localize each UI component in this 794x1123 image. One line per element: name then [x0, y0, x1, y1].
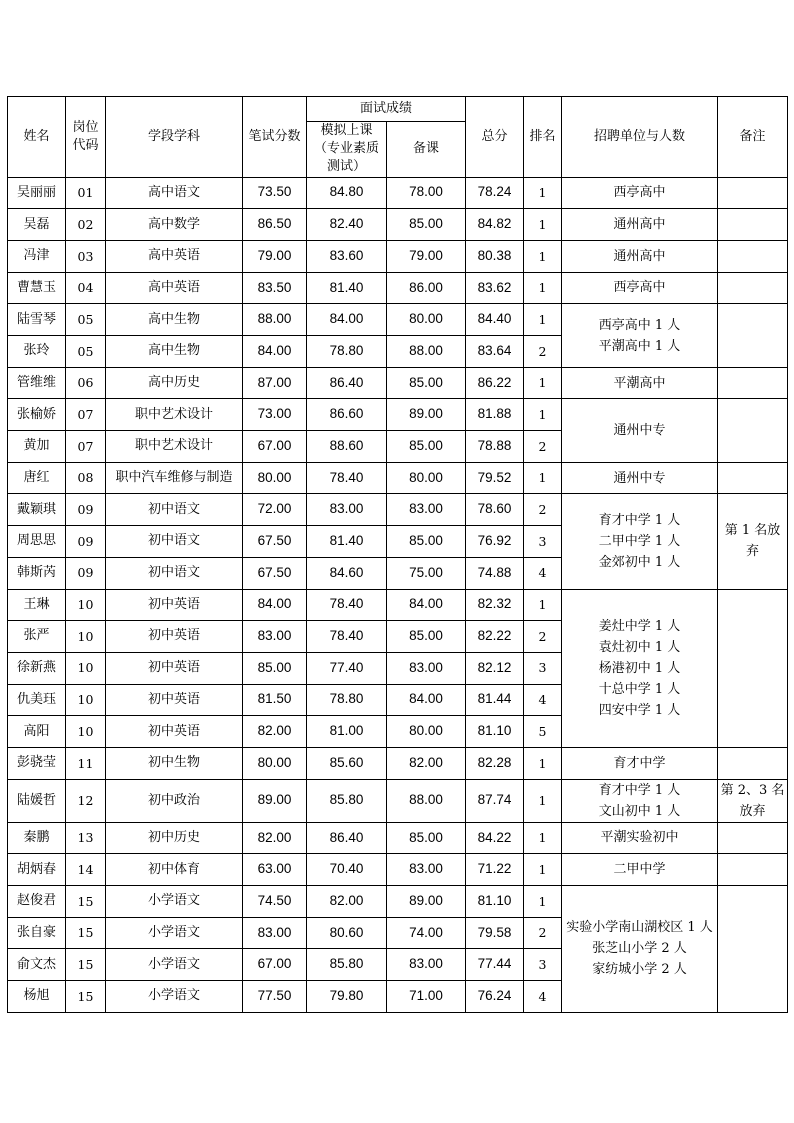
header-rank: 排名 [524, 97, 562, 178]
cell-subject: 高中历史 [106, 367, 243, 399]
cell-rank: 2 [524, 431, 562, 463]
header-recruiting-unit: 招聘单位与人数 [562, 97, 718, 178]
cell-written-score: 77.50 [243, 981, 307, 1013]
cell-recruiting-unit-line: 平潮实验初中 [600, 830, 679, 846]
cell-subject: 高中生物 [106, 336, 243, 368]
cell-total: 80.38 [466, 240, 524, 272]
cell-rank: 5 [524, 716, 562, 748]
cell-rank: 1 [524, 209, 562, 241]
cell-lesson-prep: 85.00 [387, 822, 466, 854]
cell-lesson-prep: 83.00 [387, 494, 466, 526]
table-row [8, 209, 788, 241]
cell-name: 唐红 [8, 462, 66, 494]
cell-lesson-prep: 78.00 [387, 177, 466, 209]
cell-rank: 3 [524, 949, 562, 981]
cell-written-score: 82.00 [243, 822, 307, 854]
cell-recruiting-unit [562, 304, 718, 367]
cell-position-code: 10 [66, 652, 106, 684]
table-row [8, 240, 788, 272]
cell-written-score: 83.00 [243, 917, 307, 949]
cell-written-score: 73.50 [243, 177, 307, 209]
table-row [8, 779, 788, 822]
cell-mock-lesson: 85.80 [307, 779, 387, 822]
header-total: 总分 [466, 97, 524, 178]
header-lesson-prep: 备课 [387, 122, 466, 178]
cell-recruiting-unit-line: 实验小学南山湖校区 1 人 [566, 920, 713, 936]
cell-written-score: 67.50 [243, 526, 307, 558]
cell-total: 81.10 [466, 716, 524, 748]
cell-subject: 初中体育 [106, 854, 243, 886]
cell-total: 81.10 [466, 886, 524, 918]
cell-rank: 1 [524, 399, 562, 431]
cell-rank: 1 [524, 240, 562, 272]
cell-subject: 初中语文 [106, 526, 243, 558]
cell-position-code: 05 [66, 336, 106, 368]
cell-recruiting-unit [562, 209, 718, 241]
cell-subject: 小学语文 [106, 886, 243, 918]
cell-recruiting-unit [562, 779, 718, 822]
cell-position-code: 10 [66, 684, 106, 716]
cell-mock-lesson: 81.40 [307, 272, 387, 304]
cell-name: 杨旭 [8, 981, 66, 1013]
cell-total: 77.44 [466, 949, 524, 981]
cell-note [718, 177, 788, 209]
cell-position-code: 06 [66, 367, 106, 399]
cell-total: 82.32 [466, 589, 524, 621]
cell-note [718, 462, 788, 494]
cell-written-score: 85.00 [243, 652, 307, 684]
cell-subject: 高中生物 [106, 304, 243, 336]
table-body [8, 177, 788, 1012]
cell-mock-lesson: 70.40 [307, 854, 387, 886]
cell-rank: 1 [524, 854, 562, 886]
cell-total: 82.28 [466, 747, 524, 779]
cell-note [718, 304, 788, 367]
cell-total: 83.62 [466, 272, 524, 304]
cell-name: 张自豪 [8, 917, 66, 949]
cell-lesson-prep: 85.00 [387, 621, 466, 653]
cell-position-code: 15 [66, 917, 106, 949]
cell-position-code: 15 [66, 949, 106, 981]
cell-position-code: 03 [66, 240, 106, 272]
cell-subject: 初中语文 [106, 557, 243, 589]
cell-mock-lesson: 78.40 [307, 589, 387, 621]
cell-written-score: 88.00 [243, 304, 307, 336]
cell-recruiting-unit [562, 240, 718, 272]
cell-rank: 2 [524, 917, 562, 949]
table-row [8, 272, 788, 304]
cell-recruiting-unit-line: 通州中专 [613, 423, 666, 439]
cell-rank: 2 [524, 336, 562, 368]
table-row [8, 886, 788, 918]
cell-lesson-prep: 89.00 [387, 399, 466, 431]
cell-rank: 3 [524, 526, 562, 558]
cell-name: 管维维 [8, 367, 66, 399]
cell-mock-lesson: 78.80 [307, 336, 387, 368]
cell-total: 78.24 [466, 177, 524, 209]
cell-written-score: 87.00 [243, 367, 307, 399]
cell-subject: 初中英语 [106, 684, 243, 716]
cell-recruiting-unit [562, 747, 718, 779]
cell-position-code: 02 [66, 209, 106, 241]
cell-recruiting-unit-line: 平潮高中 [613, 375, 666, 391]
cell-written-score: 83.00 [243, 621, 307, 653]
cell-mock-lesson: 82.40 [307, 209, 387, 241]
cell-total: 71.22 [466, 854, 524, 886]
cell-mock-lesson: 84.00 [307, 304, 387, 336]
cell-recruiting-unit [562, 367, 718, 399]
cell-total: 87.74 [466, 779, 524, 822]
cell-mock-lesson: 82.00 [307, 886, 387, 918]
cell-subject: 初中英语 [106, 716, 243, 748]
cell-recruiting-unit-line: 杨港初中 1 人 [598, 660, 681, 676]
cell-rank: 1 [524, 822, 562, 854]
cell-subject: 高中英语 [106, 272, 243, 304]
cell-note-line: 第 1 名放弃 [724, 523, 781, 560]
cell-lesson-prep: 80.00 [387, 304, 466, 336]
cell-name: 仇美珏 [8, 684, 66, 716]
cell-recruiting-unit [562, 494, 718, 589]
header-written-score: 笔试分数 [243, 97, 307, 178]
cell-subject: 职中艺术设计 [106, 399, 243, 431]
cell-name: 曹慧玉 [8, 272, 66, 304]
cell-position-code: 10 [66, 716, 106, 748]
cell-subject: 高中英语 [106, 240, 243, 272]
cell-mock-lesson: 85.80 [307, 949, 387, 981]
cell-rank: 1 [524, 589, 562, 621]
cell-total: 76.92 [466, 526, 524, 558]
cell-written-score: 86.50 [243, 209, 307, 241]
cell-name: 黄加 [8, 431, 66, 463]
cell-position-code: 09 [66, 557, 106, 589]
cell-mock-lesson: 86.60 [307, 399, 387, 431]
cell-name: 吴丽丽 [8, 177, 66, 209]
table-header [8, 97, 788, 178]
cell-lesson-prep: 85.00 [387, 526, 466, 558]
cell-position-code: 09 [66, 494, 106, 526]
table-row [8, 589, 788, 621]
header-interview-score: 面试成绩 [307, 97, 466, 122]
cell-note-line: 放弃 [739, 803, 766, 819]
cell-recruiting-unit [562, 854, 718, 886]
cell-total: 83.64 [466, 336, 524, 368]
cell-name: 戴颖琪 [8, 494, 66, 526]
cell-recruiting-unit-line: 育才中学 1 人 [598, 782, 681, 798]
cell-position-code: 15 [66, 981, 106, 1013]
cell-position-code: 07 [66, 399, 106, 431]
cell-written-score: 84.00 [243, 336, 307, 368]
cell-written-score: 80.00 [243, 747, 307, 779]
cell-position-code: 11 [66, 747, 106, 779]
cell-note [718, 854, 788, 886]
cell-name: 徐新燕 [8, 652, 66, 684]
table-row [8, 304, 788, 336]
cell-total: 81.44 [466, 684, 524, 716]
cell-total: 74.88 [466, 557, 524, 589]
cell-name: 张玲 [8, 336, 66, 368]
cell-subject: 初中政治 [106, 779, 243, 822]
cell-total: 84.82 [466, 209, 524, 241]
cell-name: 胡炳春 [8, 854, 66, 886]
cell-recruiting-unit-line: 袁灶初中 1 人 [598, 639, 681, 655]
cell-recruiting-unit-line: 西亭高中 1 人 [598, 317, 681, 333]
cell-note [718, 240, 788, 272]
cell-name: 彭骁莹 [8, 747, 66, 779]
table-row [8, 822, 788, 854]
cell-note-line: 第 2、3 名 [720, 782, 785, 798]
cell-recruiting-unit-line: 十总中学 1 人 [598, 681, 681, 697]
cell-recruiting-unit-line: 通州中专 [613, 470, 666, 486]
cell-recruiting-unit [562, 399, 718, 462]
cell-recruiting-unit-line: 通州高中 [613, 248, 666, 264]
cell-total: 82.12 [466, 652, 524, 684]
cell-mock-lesson: 81.40 [307, 526, 387, 558]
cell-name: 俞文杰 [8, 949, 66, 981]
cell-lesson-prep: 80.00 [387, 716, 466, 748]
cell-recruiting-unit [562, 272, 718, 304]
cell-rank: 4 [524, 684, 562, 716]
cell-position-code: 14 [66, 854, 106, 886]
cell-lesson-prep: 84.00 [387, 589, 466, 621]
cell-mock-lesson: 78.40 [307, 621, 387, 653]
cell-note [718, 367, 788, 399]
cell-name: 张榆娇 [8, 399, 66, 431]
cell-total: 84.22 [466, 822, 524, 854]
table-row [8, 747, 788, 779]
table-row [8, 367, 788, 399]
cell-subject: 初中英语 [106, 589, 243, 621]
cell-lesson-prep: 82.00 [387, 747, 466, 779]
cell-note [718, 779, 788, 822]
cell-recruiting-unit-line: 通州高中 [613, 217, 666, 233]
cell-written-score: 67.00 [243, 949, 307, 981]
cell-position-code: 01 [66, 177, 106, 209]
cell-lesson-prep: 83.00 [387, 949, 466, 981]
cell-recruiting-unit-line: 西亭高中 [613, 185, 666, 201]
cell-note [718, 589, 788, 747]
cell-name: 王琳 [8, 589, 66, 621]
cell-rank: 2 [524, 494, 562, 526]
cell-written-score: 80.00 [243, 462, 307, 494]
cell-rank: 4 [524, 557, 562, 589]
cell-note [718, 272, 788, 304]
cell-lesson-prep: 85.00 [387, 431, 466, 463]
cell-total: 79.58 [466, 917, 524, 949]
cell-recruiting-unit-line: 育才中学 1 人 [598, 512, 681, 528]
cell-subject: 小学语文 [106, 917, 243, 949]
cell-written-score: 63.00 [243, 854, 307, 886]
cell-recruiting-unit-line: 张芝山小学 2 人 [592, 941, 687, 957]
cell-lesson-prep: 88.00 [387, 779, 466, 822]
table-row [8, 494, 788, 526]
cell-lesson-prep: 83.00 [387, 854, 466, 886]
cell-rank: 1 [524, 272, 562, 304]
cell-mock-lesson: 86.40 [307, 367, 387, 399]
cell-recruiting-unit [562, 886, 718, 1013]
cell-mock-lesson: 81.00 [307, 716, 387, 748]
cell-total: 76.24 [466, 981, 524, 1013]
cell-lesson-prep: 89.00 [387, 886, 466, 918]
cell-name: 赵俊君 [8, 886, 66, 918]
cell-lesson-prep: 85.00 [387, 209, 466, 241]
cell-recruiting-unit-line: 四安中学 1 人 [598, 702, 681, 718]
table-row [8, 462, 788, 494]
cell-lesson-prep: 75.00 [387, 557, 466, 589]
cell-note [718, 747, 788, 779]
cell-rank: 1 [524, 177, 562, 209]
cell-lesson-prep: 85.00 [387, 367, 466, 399]
cell-subject: 小学语文 [106, 981, 243, 1013]
cell-name: 吴磊 [8, 209, 66, 241]
cell-recruiting-unit [562, 462, 718, 494]
cell-position-code: 04 [66, 272, 106, 304]
cell-subject: 高中数学 [106, 209, 243, 241]
cell-total: 79.52 [466, 462, 524, 494]
header-subject: 学段学科 [106, 97, 243, 178]
cell-recruiting-unit [562, 822, 718, 854]
cell-rank: 3 [524, 652, 562, 684]
cell-subject: 小学语文 [106, 949, 243, 981]
table-row [8, 177, 788, 209]
cell-mock-lesson: 83.00 [307, 494, 387, 526]
cell-mock-lesson: 84.80 [307, 177, 387, 209]
cell-written-score: 67.50 [243, 557, 307, 589]
cell-mock-lesson: 83.60 [307, 240, 387, 272]
cell-subject: 初中英语 [106, 621, 243, 653]
cell-total: 81.88 [466, 399, 524, 431]
cell-position-code: 12 [66, 779, 106, 822]
cell-mock-lesson: 77.40 [307, 652, 387, 684]
cell-recruiting-unit-line: 姜灶中学 1 人 [598, 618, 681, 634]
cell-recruiting-unit-line: 育才中学 [613, 755, 666, 771]
cell-rank: 1 [524, 367, 562, 399]
cell-recruiting-unit-line: 家纺城小学 2 人 [592, 962, 687, 978]
cell-total: 86.22 [466, 367, 524, 399]
cell-total: 78.60 [466, 494, 524, 526]
table-row [8, 854, 788, 886]
cell-name: 冯津 [8, 240, 66, 272]
header-name: 姓名 [8, 97, 66, 178]
cell-recruiting-unit-line: 西亭高中 [613, 280, 666, 296]
cell-position-code: 08 [66, 462, 106, 494]
cell-subject: 初中语文 [106, 494, 243, 526]
cell-mock-lesson: 88.60 [307, 431, 387, 463]
cell-rank: 1 [524, 304, 562, 336]
cell-total: 82.22 [466, 621, 524, 653]
cell-written-score: 81.50 [243, 684, 307, 716]
cell-recruiting-unit-line: 金郊初中 1 人 [598, 554, 681, 570]
cell-lesson-prep: 88.00 [387, 336, 466, 368]
cell-subject: 职中汽车维修与制造 [106, 462, 243, 494]
cell-note [718, 822, 788, 854]
cell-rank: 1 [524, 747, 562, 779]
cell-subject: 初中英语 [106, 652, 243, 684]
cell-position-code: 05 [66, 304, 106, 336]
cell-mock-lesson: 85.60 [307, 747, 387, 779]
cell-written-score: 73.00 [243, 399, 307, 431]
cell-mock-lesson: 84.60 [307, 557, 387, 589]
cell-name: 张严 [8, 621, 66, 653]
cell-subject: 职中艺术设计 [106, 431, 243, 463]
cell-mock-lesson: 80.60 [307, 917, 387, 949]
cell-written-score: 89.00 [243, 779, 307, 822]
cell-rank: 1 [524, 779, 562, 822]
cell-mock-lesson: 79.80 [307, 981, 387, 1013]
cell-position-code: 10 [66, 589, 106, 621]
cell-rank: 2 [524, 621, 562, 653]
header-position-code: 岗位代码 [66, 97, 106, 178]
cell-position-code: 07 [66, 431, 106, 463]
cell-rank: 1 [524, 886, 562, 918]
table-row [8, 399, 788, 431]
header-mock-lesson: 模拟上课（专业素质测试） [307, 122, 387, 178]
cell-rank: 1 [524, 462, 562, 494]
cell-note [718, 494, 788, 589]
cell-position-code: 10 [66, 621, 106, 653]
cell-position-code: 13 [66, 822, 106, 854]
cell-recruiting-unit [562, 589, 718, 747]
cell-written-score: 72.00 [243, 494, 307, 526]
cell-name: 陆雪琴 [8, 304, 66, 336]
cell-recruiting-unit-line: 二甲中学 1 人 [598, 533, 681, 549]
cell-recruiting-unit-line: 二甲中学 [613, 862, 666, 878]
cell-note [718, 886, 788, 1013]
cell-written-score: 67.00 [243, 431, 307, 463]
cell-recruiting-unit-line: 平潮高中 1 人 [598, 338, 681, 354]
cell-lesson-prep: 84.00 [387, 684, 466, 716]
cell-written-score: 84.00 [243, 589, 307, 621]
cell-recruiting-unit-line: 文山初中 1 人 [598, 803, 681, 819]
cell-written-score: 79.00 [243, 240, 307, 272]
cell-lesson-prep: 80.00 [387, 462, 466, 494]
cell-note [718, 209, 788, 241]
cell-position-code: 09 [66, 526, 106, 558]
cell-name: 秦鹏 [8, 822, 66, 854]
header-note: 备注 [718, 97, 788, 178]
cell-mock-lesson: 78.40 [307, 462, 387, 494]
cell-rank: 4 [524, 981, 562, 1013]
cell-subject: 初中历史 [106, 822, 243, 854]
cell-subject: 初中生物 [106, 747, 243, 779]
cell-written-score: 74.50 [243, 886, 307, 918]
cell-name: 陆媛哲 [8, 779, 66, 822]
cell-name: 高阳 [8, 716, 66, 748]
cell-note [718, 399, 788, 462]
score-table [7, 96, 788, 1013]
cell-name: 韩斯芮 [8, 557, 66, 589]
cell-lesson-prep: 71.00 [387, 981, 466, 1013]
cell-total: 78.88 [466, 431, 524, 463]
cell-total: 84.40 [466, 304, 524, 336]
cell-subject: 高中语文 [106, 177, 243, 209]
cell-recruiting-unit [562, 177, 718, 209]
cell-written-score: 82.00 [243, 716, 307, 748]
cell-written-score: 83.50 [243, 272, 307, 304]
cell-lesson-prep: 83.00 [387, 652, 466, 684]
cell-name: 周思思 [8, 526, 66, 558]
cell-mock-lesson: 78.80 [307, 684, 387, 716]
cell-position-code: 15 [66, 886, 106, 918]
cell-lesson-prep: 74.00 [387, 917, 466, 949]
cell-lesson-prep: 79.00 [387, 240, 466, 272]
cell-mock-lesson: 86.40 [307, 822, 387, 854]
cell-lesson-prep: 86.00 [387, 272, 466, 304]
